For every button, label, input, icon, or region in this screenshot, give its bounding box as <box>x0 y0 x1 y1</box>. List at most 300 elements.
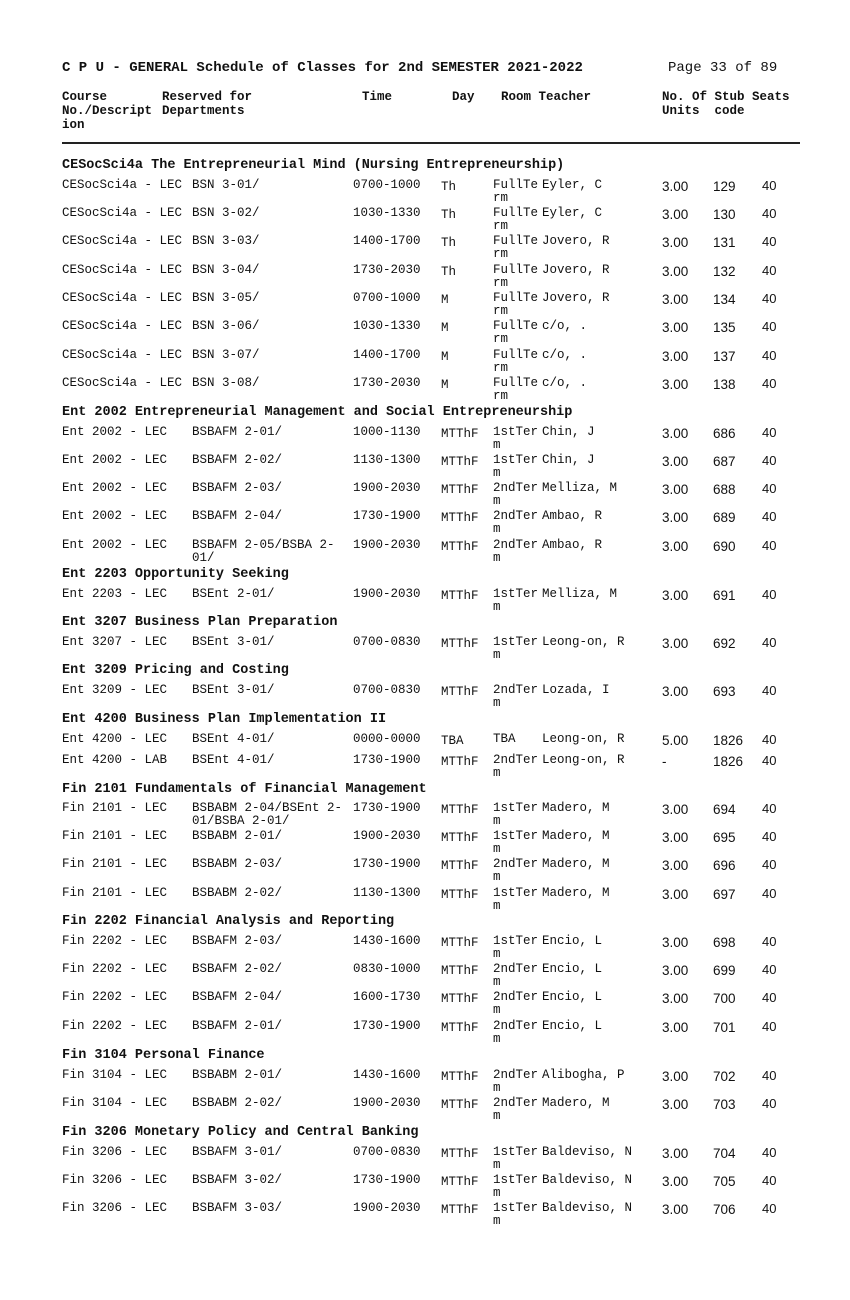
room-line-1: 1stTer <box>493 453 539 467</box>
section-title: Ent 3209 Pricing and Costing <box>62 663 289 678</box>
room-cell <box>493 207 538 233</box>
stub-code-cell: 701 <box>713 1020 736 1035</box>
room-line-1: 2ndTer <box>493 857 539 871</box>
course-cell: Fin 3104 - LEC <box>62 1068 168 1082</box>
day-cell: MTThF <box>441 511 479 525</box>
reserved-cell: BSBAFM 3-02/ <box>192 1173 283 1187</box>
units-cell: 3.00 <box>662 510 689 525</box>
stub-code-cell: 698 <box>713 935 736 950</box>
room-line-1: 2ndTer <box>493 962 539 976</box>
table-row <box>0 754 850 782</box>
seats-cell: 40 <box>762 732 777 747</box>
stub-code-cell: 130 <box>713 207 736 222</box>
time-cell: 1130-1300 <box>353 886 421 900</box>
room-line-1: FullTe <box>493 291 539 305</box>
page-number: Page 33 of 89 <box>668 60 778 76</box>
reserved-cell: BSBABM 2-03/ <box>192 857 283 871</box>
units-cell: 3.00 <box>662 235 689 250</box>
room-cell <box>493 454 538 480</box>
time-cell: 1400-1700 <box>353 234 421 248</box>
reserved-cell: BSN 3-04/ <box>192 263 260 277</box>
table-row <box>0 510 850 538</box>
room-line-2: rm <box>493 276 509 290</box>
seats-cell: 40 <box>762 319 777 334</box>
table-row <box>0 1202 850 1230</box>
stub-code-cell: 697 <box>713 887 736 902</box>
stub-code-cell: 688 <box>713 482 736 497</box>
course-cell: Ent 3207 - LEC <box>62 635 168 649</box>
reserved-cell: BSN 3-02/ <box>192 206 260 220</box>
teacher-cell: Lozada, I <box>542 683 610 697</box>
units-cell: 3.00 <box>662 1174 689 1189</box>
time-cell: 1730-1900 <box>353 1019 421 1033</box>
day-cell: MTThF <box>441 992 479 1006</box>
room-line-1: 1stTer <box>493 425 539 439</box>
seats-cell: 40 <box>762 206 777 221</box>
room-line-1: 2ndTer <box>493 509 539 523</box>
time-cell: 0700-1000 <box>353 178 421 192</box>
room-cell <box>493 935 538 961</box>
teacher-cell: c/o, . <box>542 348 588 362</box>
stub-code-cell: 686 <box>713 426 736 441</box>
room-line-2: m <box>493 494 501 508</box>
day-cell: MTThF <box>441 637 479 651</box>
room-cell <box>493 733 516 746</box>
stub-code-cell: 689 <box>713 510 736 525</box>
room-line-1: 1stTer <box>493 829 539 843</box>
room-line-2: m <box>493 696 501 710</box>
teacher-cell: Encio, L <box>542 990 603 1004</box>
teacher-cell: Leong-on, R <box>542 753 625 767</box>
day-cell: TBA <box>441 734 464 748</box>
room-line-1: FullTe <box>493 376 539 390</box>
teacher-cell: Melliza, M <box>542 587 618 601</box>
room-cell <box>493 1097 538 1123</box>
course-cell: Ent 2002 - LEC <box>62 425 168 439</box>
course-cell: CESocSci4a - LEC <box>62 319 183 333</box>
seats-cell: 40 <box>762 857 777 872</box>
table-row <box>0 235 850 263</box>
room-line-1: FullTe <box>493 206 539 220</box>
units-cell: 3.00 <box>662 482 689 497</box>
room-cell <box>493 539 538 565</box>
day-cell: MTThF <box>441 859 479 873</box>
seats-cell: 40 <box>762 234 777 249</box>
seats-cell: 40 <box>762 962 777 977</box>
time-cell: 1730-2030 <box>353 376 421 390</box>
room-line-2: m <box>493 1003 501 1017</box>
stub-code-cell: 703 <box>713 1097 736 1112</box>
room-line-2: m <box>493 1158 501 1172</box>
room-line-2: rm <box>493 389 509 403</box>
reserved-cell: BSBABM 2-01/ <box>192 829 283 843</box>
table-row <box>0 179 850 207</box>
units-cell: 3.00 <box>662 179 689 194</box>
course-cell: Fin 2202 - LEC <box>62 934 168 948</box>
units-cell: 3.00 <box>662 588 689 603</box>
stub-code-cell: 696 <box>713 858 736 873</box>
room-line-2: m <box>493 522 501 536</box>
course-cell: Ent 4200 - LEC <box>62 732 168 746</box>
stub-code-cell: 1826 <box>713 733 744 748</box>
units-cell: 3.00 <box>662 636 689 651</box>
course-cell: Fin 2101 - LEC <box>62 857 168 871</box>
room-line-2: rm <box>493 219 509 233</box>
teacher-cell: Ambao, R <box>542 538 603 552</box>
room-line-2: m <box>493 1081 501 1095</box>
day-cell: MTThF <box>441 1147 479 1161</box>
room-cell <box>493 1146 538 1172</box>
column-header-units-stub: No. Of Stub Units code <box>662 90 745 118</box>
room-cell <box>493 377 538 403</box>
reserved-cell: BSEnt 3-01/ <box>192 635 275 649</box>
table-row <box>0 320 850 348</box>
teacher-cell: Baldeviso, N <box>542 1173 633 1187</box>
seats-cell: 40 <box>762 753 777 768</box>
units-cell: 3.00 <box>662 1069 689 1084</box>
room-cell <box>493 1069 538 1095</box>
day-cell: MTThF <box>441 685 479 699</box>
course-cell: Fin 3206 - LEC <box>62 1173 168 1187</box>
room-cell <box>493 179 538 205</box>
room-cell <box>493 320 538 346</box>
stub-code-cell: 138 <box>713 377 736 392</box>
table-row <box>0 588 850 616</box>
units-cell: 3.00 <box>662 454 689 469</box>
seats-cell: 40 <box>762 990 777 1005</box>
units-cell: 5.00 <box>662 733 689 748</box>
room-line-1: 1stTer <box>493 886 539 900</box>
table-row <box>0 858 850 886</box>
units-cell: 3.00 <box>662 991 689 1006</box>
stub-code-cell: 129 <box>713 179 736 194</box>
units-cell: 3.00 <box>662 963 689 978</box>
day-cell: MTThF <box>441 427 479 441</box>
time-cell: 1400-1700 <box>353 348 421 362</box>
day-cell: MTThF <box>441 589 479 603</box>
stub-code-cell: 705 <box>713 1174 736 1189</box>
table-row <box>0 1146 850 1174</box>
room-line-2: m <box>493 1186 501 1200</box>
column-header-time: Time <box>362 90 393 104</box>
seats-cell: 40 <box>762 1096 777 1111</box>
units-cell: 3.00 <box>662 539 689 554</box>
stub-code-cell: 690 <box>713 539 736 554</box>
section-title: Fin 3104 Personal Finance <box>62 1048 265 1063</box>
units-cell: 3.00 <box>662 264 689 279</box>
teacher-cell: Encio, L <box>542 934 603 948</box>
table-row <box>0 802 850 830</box>
units-cell: 3.00 <box>662 377 689 392</box>
page-title: C P U - GENERAL Schedule of Classes for 2nd SEMESTER 2021-2022 <box>62 60 583 76</box>
stub-code-cell: 1826 <box>713 754 744 769</box>
teacher-cell: Chin, J <box>542 453 595 467</box>
stub-code-cell: 692 <box>713 636 736 651</box>
room-line-1: 1stTer <box>493 801 539 815</box>
day-cell: M <box>441 321 449 335</box>
table-row <box>0 482 850 510</box>
course-cell: Fin 2101 - LEC <box>62 801 168 815</box>
seats-cell: 40 <box>762 376 777 391</box>
room-cell <box>493 684 538 710</box>
table-row <box>0 539 850 567</box>
day-cell: M <box>441 293 449 307</box>
course-cell: Fin 2202 - LEC <box>62 962 168 976</box>
seats-cell: 40 <box>762 1019 777 1034</box>
seats-cell: 40 <box>762 829 777 844</box>
day-cell: MTThF <box>441 936 479 950</box>
header-divider <box>62 142 800 144</box>
room-line-2: rm <box>493 247 509 261</box>
course-cell: CESocSci4a - LEC <box>62 291 183 305</box>
time-cell: 0700-0830 <box>353 683 421 697</box>
seats-cell: 40 <box>762 587 777 602</box>
room-line-1: 1stTer <box>493 934 539 948</box>
teacher-cell: Alibogha, P <box>542 1068 625 1082</box>
room-cell <box>493 991 538 1017</box>
seats-cell: 40 <box>762 1068 777 1083</box>
room-line-1: 1stTer <box>493 1201 539 1215</box>
table-row <box>0 454 850 482</box>
seats-cell: 40 <box>762 453 777 468</box>
room-cell <box>493 588 538 614</box>
room-line-2: m <box>493 842 501 856</box>
course-cell: CESocSci4a - LEC <box>62 263 183 277</box>
units-cell: 3.00 <box>662 320 689 335</box>
table-row <box>0 887 850 915</box>
room-cell <box>493 830 538 856</box>
table-row <box>0 377 850 405</box>
room-cell <box>493 426 538 452</box>
room-line-2: m <box>493 438 501 452</box>
day-cell: M <box>441 378 449 392</box>
time-cell: 1900-2030 <box>353 587 421 601</box>
time-cell: 0700-1000 <box>353 291 421 305</box>
teacher-cell: Madero, M <box>542 886 610 900</box>
time-cell: 1900-2030 <box>353 481 421 495</box>
teacher-cell: Melliza, M <box>542 481 618 495</box>
stub-code-cell: 694 <box>713 802 736 817</box>
day-cell: Th <box>441 265 457 279</box>
room-line-1: FullTe <box>493 234 539 248</box>
course-cell: Ent 2002 - LEC <box>62 481 168 495</box>
time-cell: 1730-1900 <box>353 509 421 523</box>
stub-code-cell: 702 <box>713 1069 736 1084</box>
stub-code-cell: 135 <box>713 320 736 335</box>
reserved-cell: BSBAFM 2-05/BSBA 2-01/ <box>192 538 335 565</box>
course-cell: Fin 2202 - LEC <box>62 1019 168 1033</box>
table-row <box>0 207 850 235</box>
room-line-2: rm <box>493 304 509 318</box>
reserved-cell: BSN 3-05/ <box>192 291 260 305</box>
room-line-1: 1stTer <box>493 587 539 601</box>
course-cell: Ent 2002 - LEC <box>62 538 168 552</box>
units-cell: 3.00 <box>662 426 689 441</box>
reserved-cell: BSBABM 2-02/ <box>192 886 283 900</box>
stub-code-cell: 134 <box>713 292 736 307</box>
time-cell: 1030-1330 <box>353 319 421 333</box>
course-cell: Fin 2101 - LEC <box>62 886 168 900</box>
teacher-cell: Leong-on, R <box>542 732 625 746</box>
column-header-day: Day <box>452 90 475 104</box>
room-line-1: 2ndTer <box>493 1068 539 1082</box>
stub-code-cell: 693 <box>713 684 736 699</box>
table-row <box>0 264 850 292</box>
seats-cell: 40 <box>762 178 777 193</box>
teacher-cell: c/o, . <box>542 376 588 390</box>
day-cell: MTThF <box>441 888 479 902</box>
teacher-cell: Baldeviso, N <box>542 1145 633 1159</box>
teacher-cell: Jovero, R <box>542 234 610 248</box>
room-line-2: m <box>493 466 501 480</box>
course-cell: Ent 2002 - LEC <box>62 453 168 467</box>
units-cell: 3.00 <box>662 684 689 699</box>
units-cell: 3.00 <box>662 935 689 950</box>
room-line-1: 2ndTer <box>493 538 539 552</box>
time-cell: 1030-1330 <box>353 206 421 220</box>
stub-code-cell: 687 <box>713 454 736 469</box>
time-cell: 0700-0830 <box>353 1145 421 1159</box>
teacher-cell: Baldeviso, N <box>542 1201 633 1215</box>
reserved-cell: BSN 3-03/ <box>192 234 260 248</box>
units-cell: 3.00 <box>662 1097 689 1112</box>
room-line-1: 2ndTer <box>493 990 539 1004</box>
time-cell: 1730-2030 <box>353 263 421 277</box>
reserved-cell: BSN 3-08/ <box>192 376 260 390</box>
day-cell: M <box>441 350 449 364</box>
units-cell: 3.00 <box>662 887 689 902</box>
units-cell: - <box>662 754 667 769</box>
table-row <box>0 1097 850 1125</box>
room-cell <box>493 349 538 375</box>
room-line-2: m <box>493 551 501 565</box>
time-cell: 1730-1900 <box>353 753 421 767</box>
day-cell: MTThF <box>441 1021 479 1035</box>
room-line-1: FullTe <box>493 263 539 277</box>
teacher-cell: Madero, M <box>542 857 610 871</box>
reserved-cell: BSBAFM 2-03/ <box>192 934 283 948</box>
day-cell: MTThF <box>441 1098 479 1112</box>
room-line-1: TBA <box>493 732 516 746</box>
seats-cell: 40 <box>762 635 777 650</box>
teacher-cell: Chin, J <box>542 425 595 439</box>
reserved-cell: BSN 3-07/ <box>192 348 260 362</box>
time-cell: 0830-1000 <box>353 962 421 976</box>
room-line-2: rm <box>493 191 509 205</box>
seats-cell: 40 <box>762 481 777 496</box>
seats-cell: 40 <box>762 886 777 901</box>
reserved-cell: BSEnt 2-01/ <box>192 587 275 601</box>
table-row <box>0 426 850 454</box>
section-title: Fin 3206 Monetary Policy and Central Banking <box>62 1125 419 1140</box>
section-title: Fin 2101 Fundamentals of Financial Management <box>62 782 427 797</box>
day-cell: MTThF <box>441 1070 479 1084</box>
day-cell: MTThF <box>441 755 479 769</box>
room-cell <box>493 887 538 913</box>
time-cell: 1430-1600 <box>353 934 421 948</box>
course-cell: Ent 2002 - LEC <box>62 509 168 523</box>
reserved-cell: BSBAFM 2-04/ <box>192 509 283 523</box>
reserved-cell: BSBABM 2-01/ <box>192 1068 283 1082</box>
course-cell: Fin 3104 - LEC <box>62 1096 168 1110</box>
room-cell <box>493 636 538 662</box>
time-cell: 1730-1900 <box>353 857 421 871</box>
teacher-cell: Madero, M <box>542 829 610 843</box>
course-cell: Ent 4200 - LAB <box>62 753 168 767</box>
room-line-1: FullTe <box>493 319 539 333</box>
time-cell: 1900-2030 <box>353 1096 421 1110</box>
seats-cell: 40 <box>762 425 777 440</box>
room-cell <box>493 802 538 828</box>
day-cell: MTThF <box>441 1203 479 1217</box>
time-cell: 1600-1730 <box>353 990 421 1004</box>
teacher-cell: c/o, . <box>542 319 588 333</box>
course-cell: Fin 2101 - LEC <box>62 829 168 843</box>
reserved-cell: BSBABM 2-02/ <box>192 1096 283 1110</box>
time-cell: 1730-1900 <box>353 1173 421 1187</box>
reserved-cell: BSN 3-06/ <box>192 319 260 333</box>
room-line-2: m <box>493 870 501 884</box>
time-cell: 0000-0000 <box>353 732 421 746</box>
reserved-cell: BSEnt 3-01/ <box>192 683 275 697</box>
room-line-1: 1stTer <box>493 1145 539 1159</box>
section-title: CESocSci4a The Entrepreneurial Mind (Nursing Entrepreneurship) <box>62 158 565 173</box>
reserved-cell: BSBAFM 2-01/ <box>192 425 283 439</box>
time-cell: 1000-1130 <box>353 425 421 439</box>
time-cell: 1900-2030 <box>353 1201 421 1215</box>
room-line-2: m <box>493 648 501 662</box>
seats-cell: 40 <box>762 1173 777 1188</box>
table-row <box>0 1020 850 1048</box>
units-cell: 3.00 <box>662 207 689 222</box>
seats-cell: 40 <box>762 263 777 278</box>
teacher-cell: Leong-on, R <box>542 635 625 649</box>
stub-code-cell: 704 <box>713 1146 736 1161</box>
day-cell: Th <box>441 180 457 194</box>
reserved-cell: BSBAFM 2-01/ <box>192 1019 283 1033</box>
reserved-cell: BSEnt 4-01/ <box>192 732 275 746</box>
table-row <box>0 935 850 963</box>
room-line-1: FullTe <box>493 348 539 362</box>
table-row <box>0 1174 850 1202</box>
table-row <box>0 830 850 858</box>
room-line-1: FullTe <box>493 178 539 192</box>
column-header-seats: Seats <box>752 90 790 104</box>
column-header-room-teacher: Room Teacher <box>501 90 592 104</box>
units-cell: 3.00 <box>662 1146 689 1161</box>
stub-code-cell: 699 <box>713 963 736 978</box>
stub-code-cell: 706 <box>713 1202 736 1217</box>
table-row <box>0 963 850 991</box>
day-cell: MTThF <box>441 964 479 978</box>
day-cell: MTThF <box>441 483 479 497</box>
room-cell <box>493 1202 538 1228</box>
stub-code-cell: 137 <box>713 349 736 364</box>
units-cell: 3.00 <box>662 1020 689 1035</box>
time-cell: 1130-1300 <box>353 453 421 467</box>
stub-code-cell: 691 <box>713 588 736 603</box>
reserved-cell: BSBAFM 3-03/ <box>192 1201 283 1215</box>
stub-code-cell: 700 <box>713 991 736 1006</box>
course-cell: CESocSci4a - LEC <box>62 206 183 220</box>
course-cell: CESocSci4a - LEC <box>62 376 183 390</box>
day-cell: Th <box>441 236 457 250</box>
teacher-cell: Encio, L <box>542 1019 603 1033</box>
day-cell: MTThF <box>441 1175 479 1189</box>
time-cell: 0700-0830 <box>353 635 421 649</box>
room-line-1: 2ndTer <box>493 1096 539 1110</box>
day-cell: Th <box>441 208 457 222</box>
